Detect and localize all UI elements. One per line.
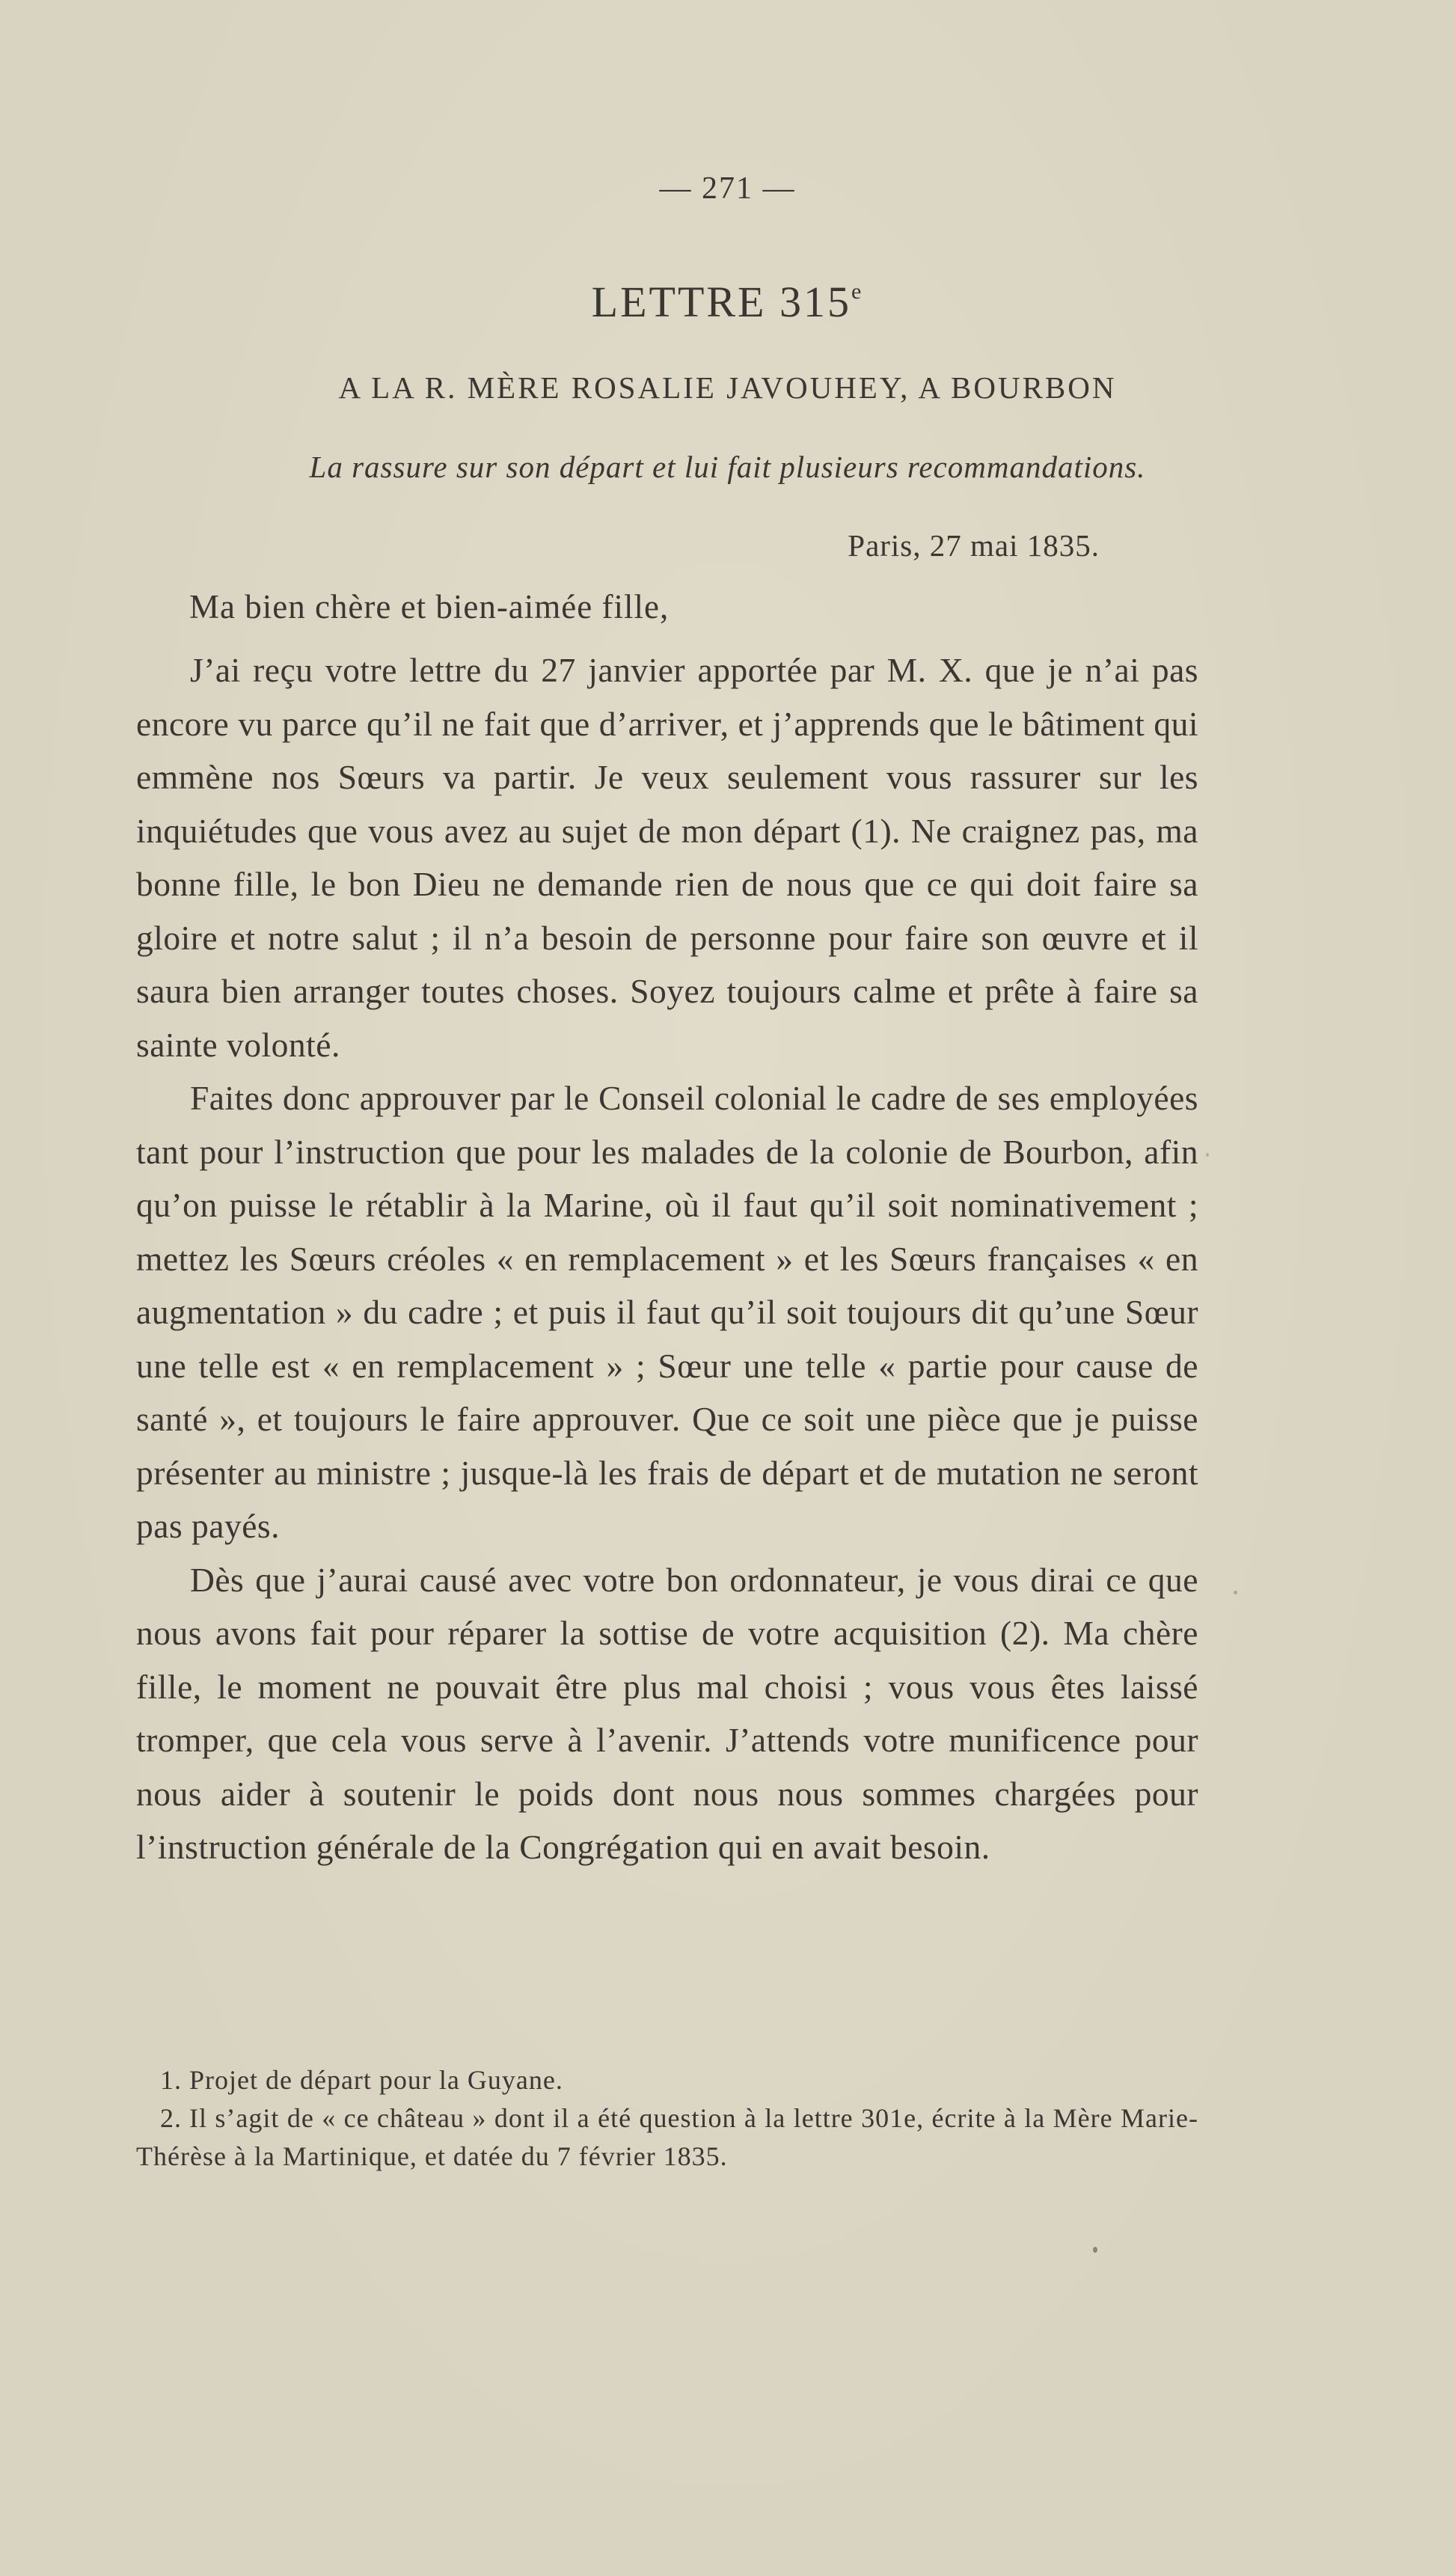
letter-title [0, 277, 1455, 327]
paper-speck [1234, 1591, 1237, 1594]
footnote-number: 1. [160, 2065, 182, 2095]
dateline: Paris, 27 mai 1835. [848, 528, 1100, 563]
paragraph: J’ai reçu votre lettre du 27 janvier apportée par M. X. que je n’ai pas encore vu parce qu’il ne fait que d’arriver, et j’apprends que le bâtiment qui emmène nos Sœurs va partir. Je veux seulement vous rassurer sur les inquiétudes que vous avez au sujet de mon départ (1). Ne craignez pas, ma bonne fille, le bon Dieu ne demande rien de nous que ce qui doit faire sa gloire et notre salut ; il n’a besoin de personne pour faire son œuvre et il saura bien arranger toutes choses. Soyez toujours calme et prête à faire sa sainte volonté. [136, 651, 1198, 1064]
letter-summary: La rassure sur son départ et lui fait plusieurs recommandations. [309, 450, 1146, 484]
footnote-text: Projet de départ pour la Guyane. [189, 2065, 563, 2095]
footnote [136, 2061, 1198, 2099]
paragraph: Dès que j’aurai causé avec votre bon ordonnateur, je vous dirai ce que nous avons fait pour réparer la sottise de votre acquisition (2). Ma chère fille, le moment ne pouvait être plus mal choisi ; vous vous êtes laissé tromper, que cela vous serve à l’avenir. J’attends votre munificence pour nous aider à soutenir le poids dont nous nous sommes chargées pour l’instruction générale de la Congrégation qui en avait besoin. [136, 1560, 1198, 1866]
paper-speck [1206, 1153, 1209, 1157]
letter-body [136, 643, 1198, 1874]
footnote-number: 2. [160, 2103, 182, 2133]
page-number: — 271 — [659, 171, 796, 206]
letter-title-sup: e [851, 279, 864, 304]
footnotes [136, 2061, 1198, 2176]
letter-title-text: LETTRE 315 [591, 278, 851, 326]
footnote-text: Il s’agit de « ce château » dont il a été question à la lettre 301e, écrite à la Mère Marie-Thérèse à la Martinique, et datée du 7 février 1835. [136, 2103, 1198, 2171]
salutation: Ma bien chère et bien-aimée fille, [189, 588, 670, 625]
paragraph: Faites donc approuver par le Conseil colonial le cadre de ses employées tant pour l’instruction que pour les malades de la colonie de Bourbon, afin qu’on puisse le rétablir à la Marine, où il faut qu’il soit nominativement ; mettez les Sœurs créoles « en remplacement » et les Sœurs françaises « en augmentation » du cadre ; et puis il faut qu’il soit toujours dit qu’une Sœur une telle est « en remplacement » ; Sœur une telle « partie pour cause de santé », et toujours le faire approuver. Que ce soit une pièce que je puisse présenter au ministre ; jusque-là les frais de départ et de mutation ne seront pas payés. [136, 1079, 1198, 1545]
paper-speck [1093, 2247, 1097, 2253]
footnote [136, 2099, 1198, 2176]
addressee: A LA R. MÈRE ROSALIE JAVOUHEY, A BOURBON [338, 370, 1117, 405]
